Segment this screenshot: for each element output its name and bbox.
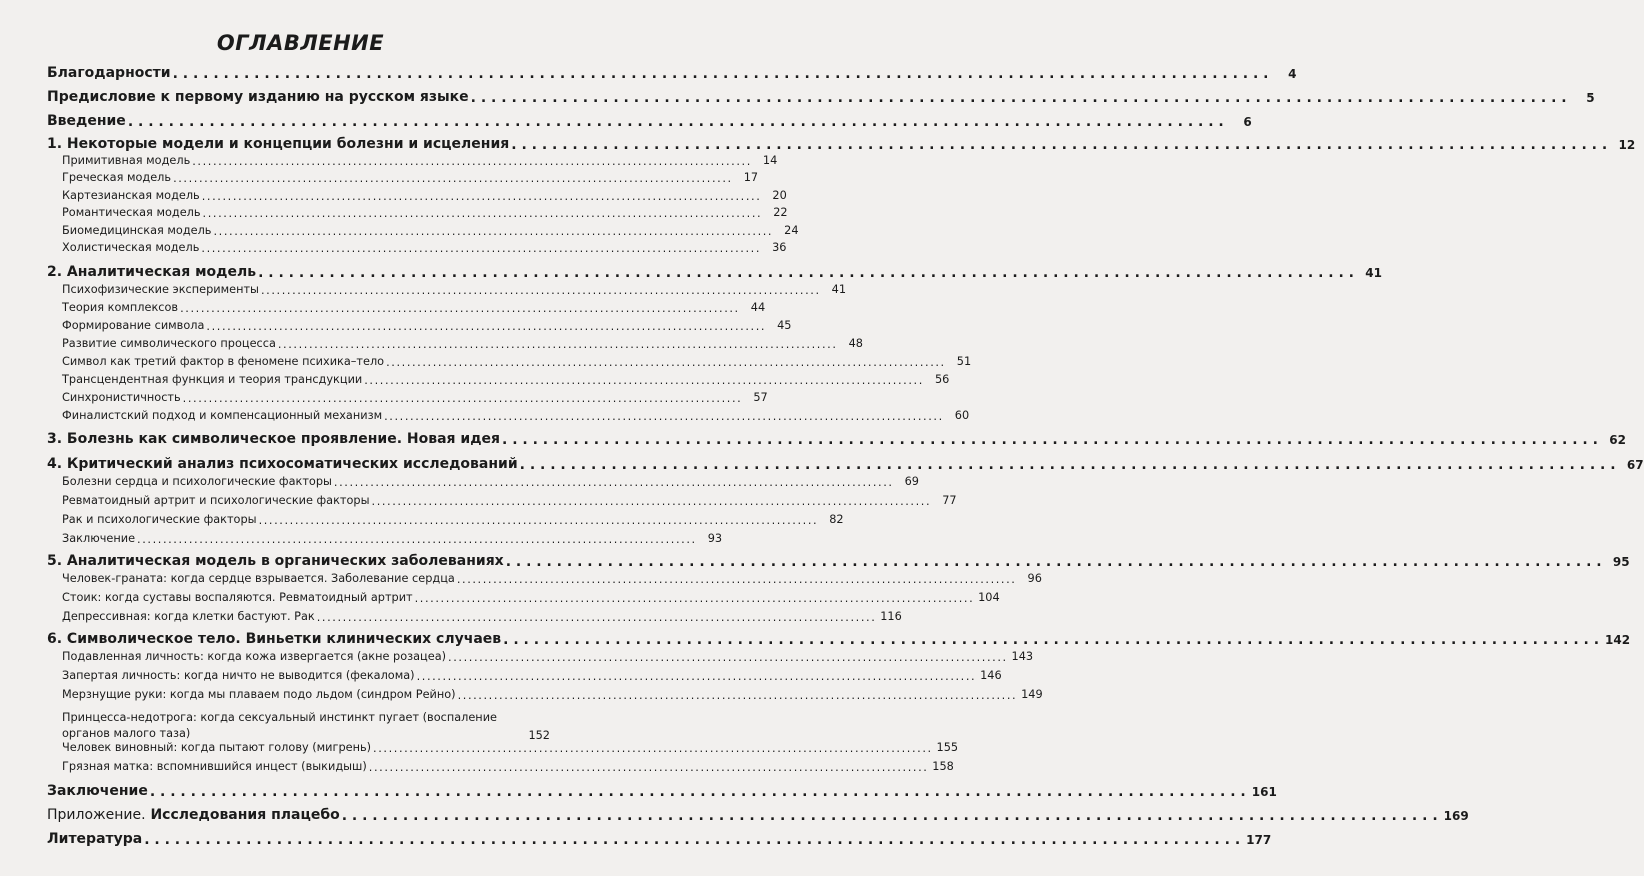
entry-label: Биомедицинская модель: [62, 224, 212, 237]
dot-leader: [201, 243, 758, 254]
entry-label: Стоик: когда суставы воспаляются. Ревматоидный артрит: [62, 591, 413, 604]
toc-entry-chapter-2[interactable]: [47, 264, 1382, 280]
toc-subentry[interactable]: [47, 319, 792, 332]
dot-leader: [213, 226, 770, 237]
page-number: 17: [743, 171, 759, 184]
dot-leader: [417, 671, 974, 682]
dot-leader: [471, 91, 1567, 105]
page-number: 41: [831, 283, 847, 296]
toc-subentry[interactable]: [47, 650, 1034, 663]
toc-subentry[interactable]: [47, 710, 550, 742]
dot-leader: [369, 762, 926, 773]
dot-leader: [258, 266, 1354, 280]
page-number: 44: [750, 301, 766, 314]
entry-label: Подавленная личность: когда кожа извергается (акне розацеа): [62, 650, 447, 663]
entry-label: Формирование символа: [62, 319, 205, 332]
page-number: 152: [528, 729, 550, 742]
dot-leader: [458, 690, 1015, 701]
toc-subentry[interactable]: [47, 591, 1000, 604]
dot-leader: [511, 138, 1607, 152]
page-number: 69: [904, 475, 919, 488]
toc-subentry[interactable]: [47, 241, 787, 254]
toc-subentry[interactable]: [47, 224, 799, 237]
appendix-prefix: Приложение.: [47, 807, 146, 823]
page-number: 5: [1586, 91, 1595, 105]
page-number: 93: [707, 532, 723, 545]
page-number: 48: [848, 337, 863, 350]
toc-entry-chapter-3[interactable]: [47, 431, 1626, 447]
page-number: 161: [1251, 785, 1277, 799]
toc-subentry[interactable]: [47, 337, 863, 350]
page-title: ОГЛАВЛЕНИЕ: [216, 31, 385, 55]
page-number: 41: [1365, 266, 1382, 280]
dot-leader: [150, 785, 1246, 799]
page-number: 158: [932, 760, 954, 773]
entry-label: Принцесса-недотрога: когда сексуальный инстинкт пугает (воспаление органов малого таза): [62, 711, 497, 740]
dot-leader: [173, 173, 730, 184]
toc-subentry[interactable]: [47, 154, 778, 167]
page-number: 116: [880, 610, 902, 623]
entry-label: 6. Символическое тело. Виньетки клинических случаев: [47, 631, 502, 647]
dot-leader: [259, 515, 816, 526]
entry-label: Болезни сердца и психологические факторы: [62, 475, 332, 488]
entry-label: 5. Аналитическая модель в органических заболеваниях: [47, 553, 504, 569]
dot-leader: [457, 574, 1014, 585]
page-number: 24: [784, 224, 799, 237]
page-number: 51: [956, 355, 972, 368]
dot-leader: [317, 612, 874, 623]
page-number: 169: [1443, 809, 1469, 823]
page-number: 22: [773, 206, 788, 219]
dot-leader: [364, 375, 921, 386]
page-number: 143: [1011, 650, 1034, 663]
page-number: 12: [1618, 138, 1636, 152]
entry-label: Заключение: [62, 532, 136, 545]
page-number: 45: [777, 319, 792, 332]
entry-label: Человек-граната: когда сердце взрывается. Заболевание сердца: [62, 572, 455, 585]
dot-leader: [173, 67, 1269, 81]
entry-label: Символ как третий фактор в феномене психика–тело: [62, 355, 385, 368]
entry-label: Предисловие к первому изданию на русском языке: [47, 89, 469, 105]
dot-leader: [386, 357, 943, 368]
toc-subentry[interactable]: [47, 688, 1043, 701]
page-number: 6: [1243, 115, 1252, 129]
toc-entry-chapter-6[interactable]: [47, 631, 1631, 647]
dot-leader: [144, 833, 1240, 847]
page-number: 14: [762, 154, 778, 167]
dot-leader: [448, 652, 1005, 663]
entry-label: Романтическая модель: [62, 206, 201, 219]
page-number: 56: [934, 373, 950, 386]
entry-label: Заключение: [47, 783, 148, 799]
entry-label: Грязная матка: вспомнившийся инцест (выкидыш): [62, 760, 367, 773]
entry-label: 4. Критический анализ психосоматических исследований: [47, 456, 518, 472]
entry-label: Рак и психологические факторы: [62, 513, 257, 526]
toc-subentry[interactable]: [47, 409, 970, 422]
dot-leader: [180, 303, 737, 314]
toc-subentry[interactable]: [47, 475, 919, 488]
toc-subentry[interactable]: [47, 391, 768, 404]
toc-subentry[interactable]: [47, 283, 847, 296]
toc-subentry[interactable]: [47, 610, 902, 623]
page-number: 177: [1246, 833, 1272, 847]
toc-entry-chapter-5[interactable]: [47, 553, 1630, 569]
toc-subentry[interactable]: [47, 532, 723, 545]
toc-entry-chapter-1[interactable]: [47, 136, 1636, 152]
toc-entry-preface[interactable]: [47, 89, 1595, 105]
entry-label: Картезианская модель: [62, 189, 200, 202]
entry-label: Ревматоидный артрит и психологические факторы: [62, 494, 370, 507]
toc-subentry[interactable]: [47, 206, 788, 219]
dot-leader: [503, 633, 1599, 647]
toc-subentry[interactable]: [47, 760, 954, 773]
toc-entry-chapter-4[interactable]: [47, 456, 1644, 472]
toc-entry-acknowledgements[interactable]: [47, 65, 1297, 81]
page-number: 4: [1288, 67, 1297, 81]
toc-subentry[interactable]: [47, 572, 1042, 585]
toc-subentry[interactable]: [47, 741, 959, 754]
page-number: 20: [772, 189, 787, 202]
dot-leader: [502, 433, 1598, 447]
entry-label: Мерзнущие руки: когда мы плаваем подо льдом (синдром Рейно): [62, 688, 456, 701]
page-number: 82: [829, 513, 844, 526]
entry-label: Примитивная модель: [62, 154, 191, 167]
entry-label: [47, 807, 340, 823]
entry-label: 2. Аналитическая модель: [47, 264, 257, 280]
dot-leader: [203, 208, 760, 219]
dot-leader: [342, 809, 1438, 823]
toc-entry-introduction[interactable]: [47, 113, 1252, 129]
entry-label: Благодарности: [47, 65, 171, 81]
entry-label: Запертая личность: когда ничто не выводится (фекалома): [62, 669, 415, 682]
dot-leader: [506, 555, 1602, 569]
dot-leader: [183, 393, 740, 404]
entry-label: Финалистский подход и компенсационный механизм: [62, 409, 383, 422]
toc-entry-conclusion[interactable]: [47, 783, 1277, 799]
entry-label: Развитие символического процесса: [62, 337, 276, 350]
toc-subentry[interactable]: [47, 355, 972, 368]
page-number: 57: [753, 391, 768, 404]
dot-leader: [415, 593, 972, 604]
entry-label: 3. Болезнь как символическое проявление. Новая идея: [47, 431, 501, 447]
toc-entry-literature[interactable]: [47, 831, 1272, 847]
appendix-title: Исследования плацебо: [150, 807, 340, 823]
toc-subentry[interactable]: [47, 513, 844, 526]
entry-label: Трансцендентная функция и теория трансдукции: [62, 373, 363, 386]
entry-label: Литература: [47, 831, 143, 847]
page-number: 155: [936, 741, 959, 754]
toc-subentry[interactable]: [47, 189, 787, 202]
entry-label: Синхронистичность: [62, 391, 181, 404]
dot-leader: [206, 321, 763, 332]
entry-label: Введение: [47, 113, 126, 129]
page-number: 96: [1027, 572, 1042, 585]
dot-leader: [192, 156, 749, 167]
page-number: 142: [1605, 633, 1631, 647]
toc-subentry[interactable]: [47, 669, 1002, 682]
dot-leader: [520, 458, 1616, 472]
dot-leader: [202, 191, 759, 202]
dot-leader: [261, 285, 818, 296]
dot-leader: [372, 496, 929, 507]
page-number: 60: [954, 409, 970, 422]
entry-label: Человек виновный: когда пытают голову (мигрень): [62, 741, 372, 754]
dot-leader: [334, 477, 891, 488]
entry-label: Теория комплексов: [62, 301, 179, 314]
page-number: 149: [1021, 688, 1043, 701]
dot-leader: [373, 743, 930, 754]
entry-label: Депрессивная: когда клетки бастуют. Рак: [62, 610, 315, 623]
dot-leader: [384, 411, 941, 422]
entry-label: Психофизические эксперименты: [62, 283, 259, 296]
entry-label: Холистическая модель: [62, 241, 200, 254]
page-number: 62: [1609, 433, 1626, 447]
toc-subentry[interactable]: [47, 494, 957, 507]
page-number: 104: [978, 591, 1000, 604]
toc-subentry[interactable]: [47, 301, 766, 314]
toc-subentry[interactable]: [47, 171, 759, 184]
page-number: 77: [942, 494, 957, 507]
toc-entry-appendix[interactable]: [47, 807, 1469, 823]
dot-leader: [128, 115, 1224, 129]
toc-subentry[interactable]: [47, 373, 950, 386]
dot-leader: [137, 534, 694, 545]
page-number: 146: [980, 669, 1002, 682]
entry-label: 1. Некоторые модели и концепции болезни и исцеления: [47, 136, 510, 152]
dot-leader: [278, 339, 835, 350]
page-number: 67: [1626, 458, 1644, 472]
page-number: 36: [772, 241, 787, 254]
page-number: 95: [1612, 555, 1630, 569]
entry-label: Греческая модель: [62, 171, 172, 184]
